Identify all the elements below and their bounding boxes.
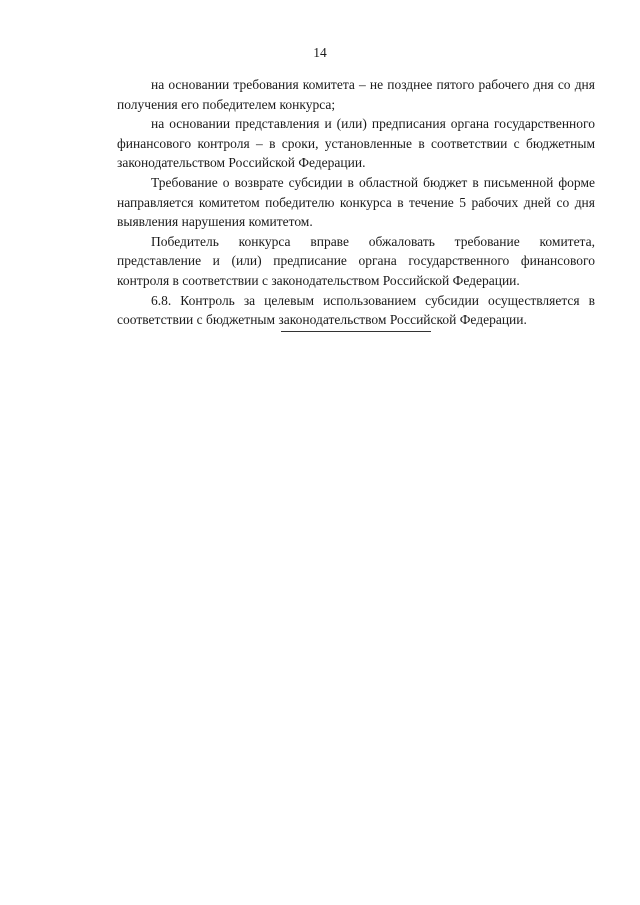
- paragraph-requirement-deadline: на основании требования комитета – не позднее пятого рабочего дня со дня получения его победителем конкурса;: [117, 77, 595, 112]
- paragraph-financial-control-deadline: на основании представления и (или) предписания органа государственного финансового контроля – в сроки, установленные в соответствии с бюджетным законодательством Российской Федерации.: [117, 116, 595, 171]
- document-body: [117, 75, 595, 330]
- paragraph-appeal-right: Победитель конкурса вправе обжаловать требование комитета, представление и (или) предписание органа государственного финансового контроля в соответствии с законодательством Российской Федерации.: [117, 233, 595, 288]
- paragraph-control-6-8: 6.8. Контроль за целевым использованием субсидии осуществляется в соответствии с бюджетным законодательством Российской Федерации.: [117, 292, 595, 328]
- page-number: 14: [313, 45, 327, 60]
- paragraph-return-requirement: Требование о возврате субсидии в областной бюджет в письменной форме направляется комитетом победителю конкурса в течение 5 рабочих дней со дня выявления нарушения комитетом.: [117, 174, 595, 230]
- end-of-document-rule: [281, 331, 431, 332]
